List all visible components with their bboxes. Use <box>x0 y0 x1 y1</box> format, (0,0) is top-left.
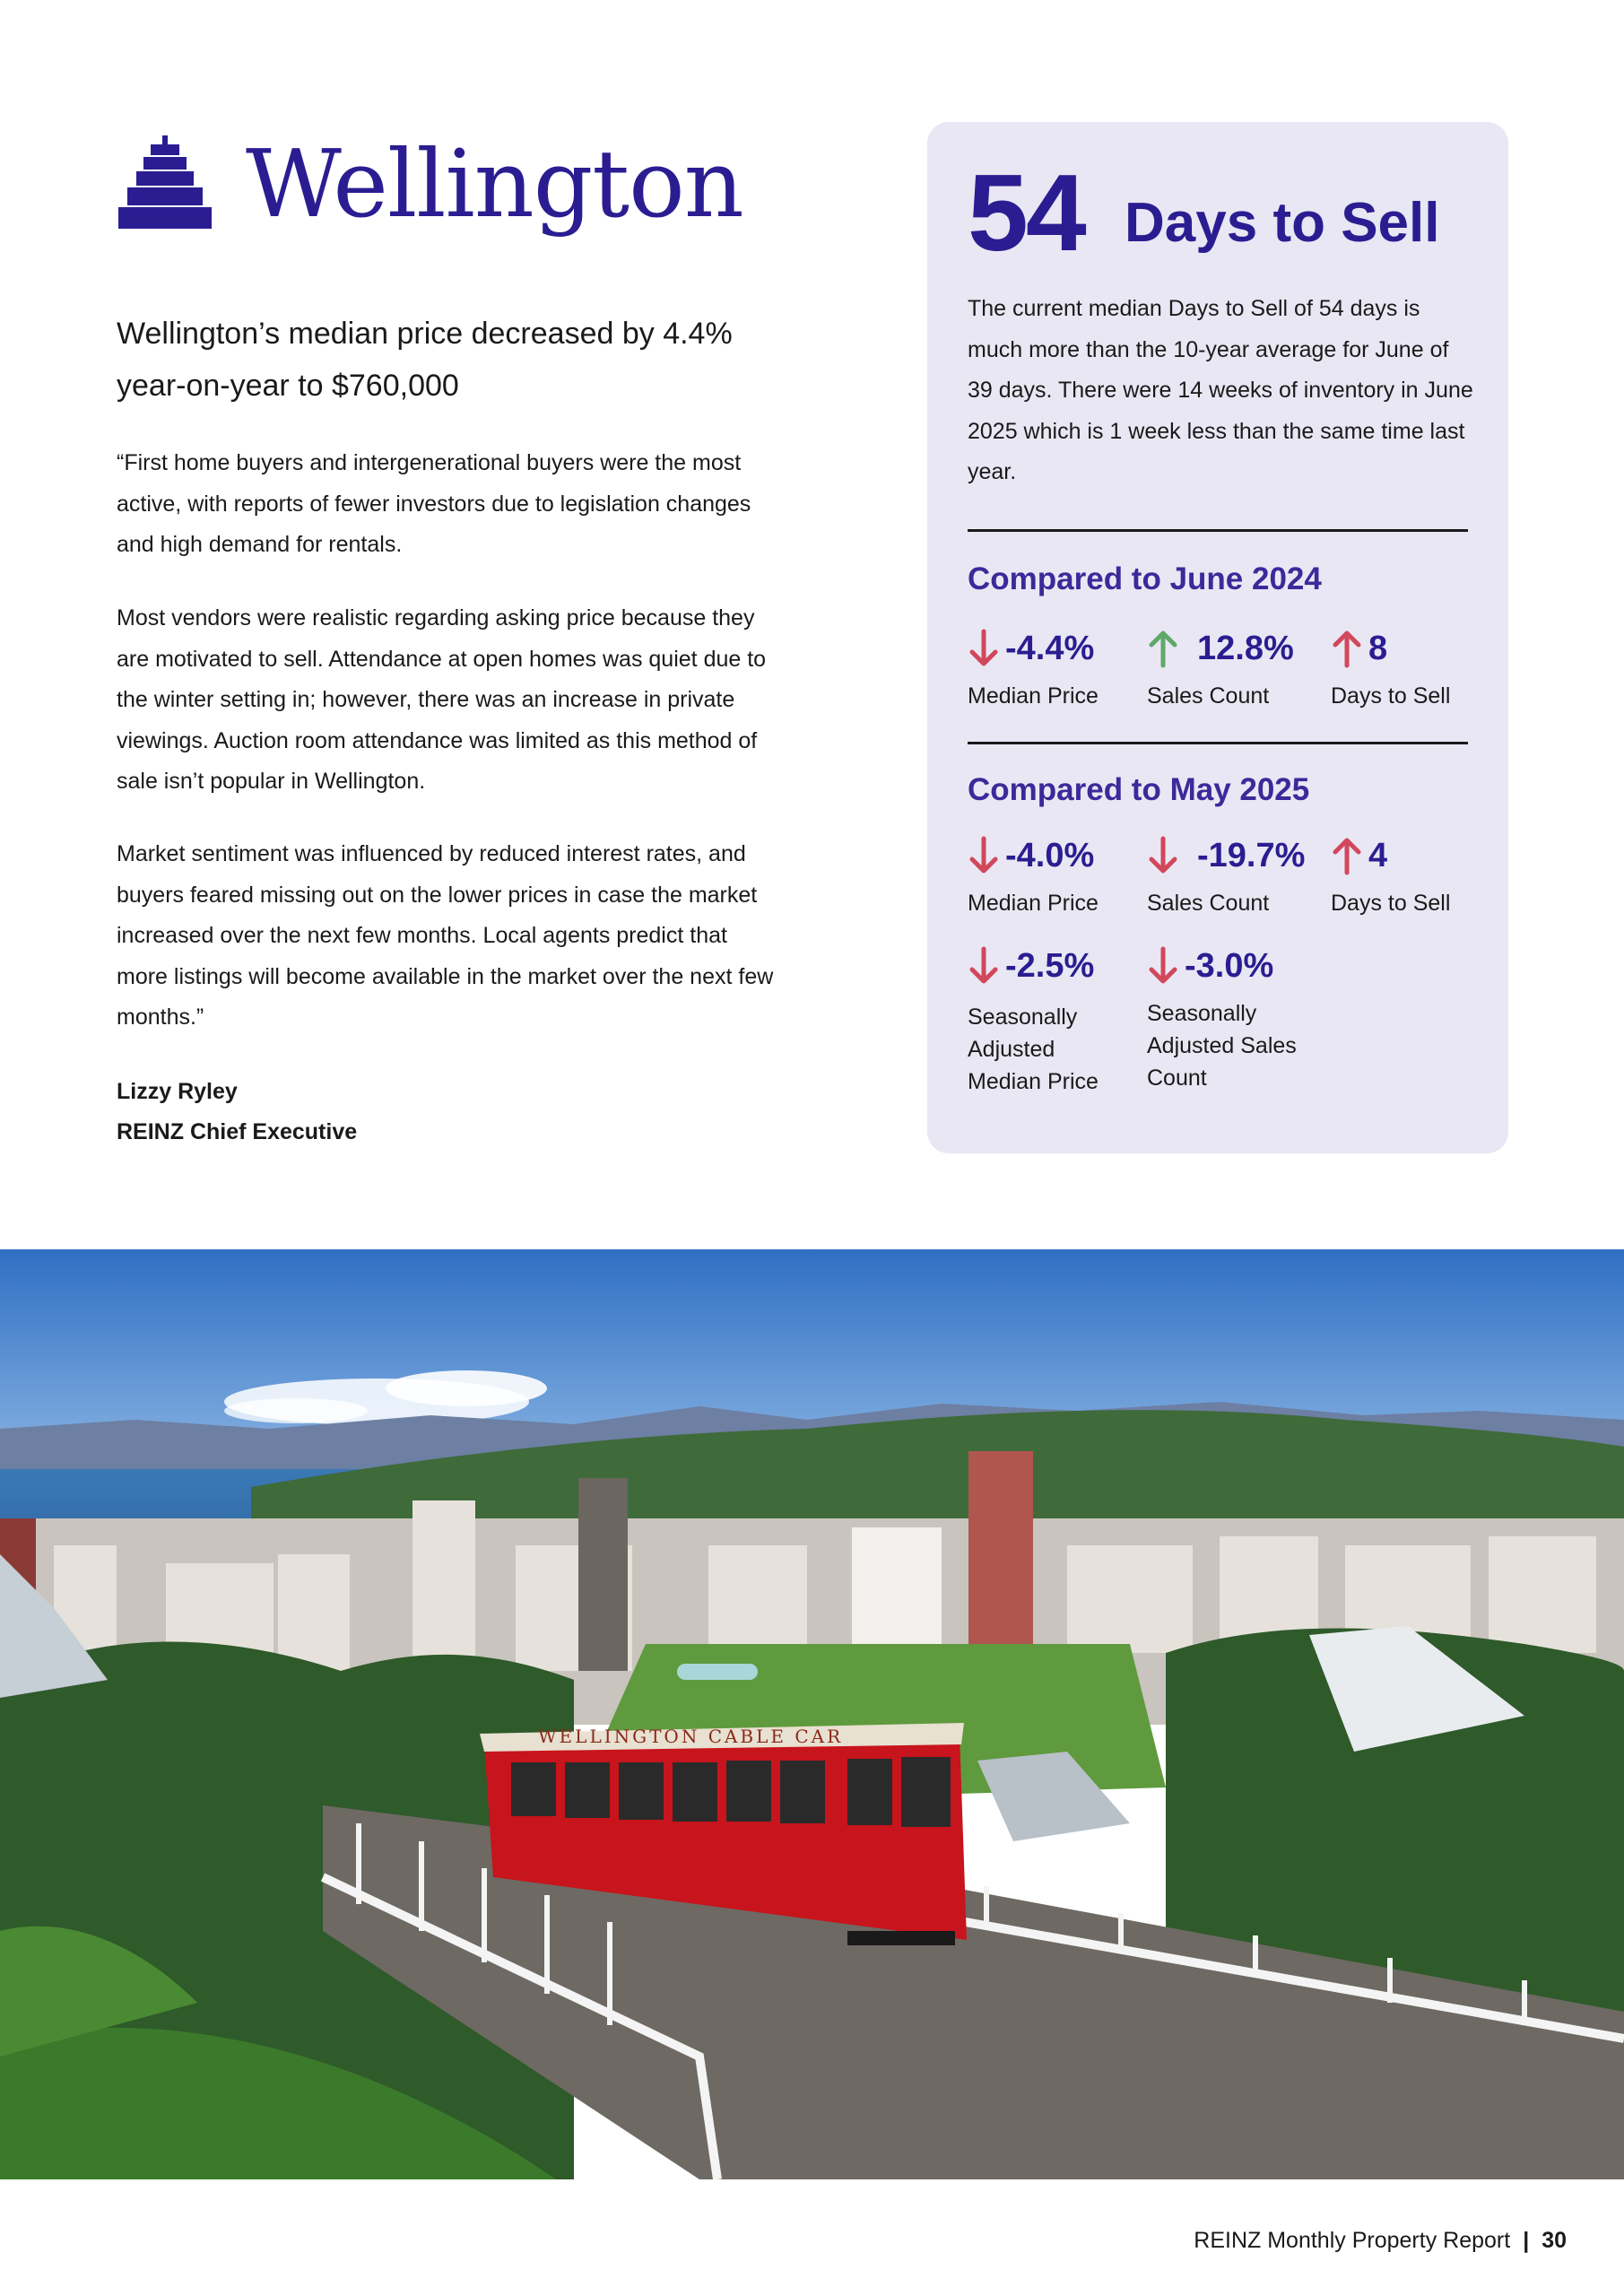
stats-panel <box>927 122 1508 1153</box>
region-title: Wellington <box>246 129 743 239</box>
divider <box>968 742 1468 744</box>
stat-value: 8 <box>1368 630 1388 667</box>
stat-value: -2.5% <box>1005 947 1095 985</box>
stat-value: -3.0% <box>1185 947 1274 985</box>
headline: Wellington’s median price decreased by 4.4% year-on-year to $760,000 <box>117 317 733 403</box>
arrow-down-icon <box>968 835 1000 876</box>
footer-separator: | <box>1523 2228 1530 2253</box>
page-number: 30 <box>1541 2228 1567 2253</box>
parliament-building-icon <box>117 135 213 232</box>
paragraph: Most vendors were realistic regarding asking price because they are motivated to sell. Attendance at open homes was quiet due to the winter setting in; however, there was an increase in private viewings. Auction room attendance was limited as this method of sale isn’t popular in Wellington. <box>117 605 767 794</box>
report-name: REINZ Monthly Property Report <box>1194 2228 1511 2253</box>
stat-label: Days to Sell <box>1331 891 1451 916</box>
days-to-sell-label: Days to Sell <box>1125 192 1440 254</box>
arrow-down-icon <box>968 945 1000 987</box>
signature-title: REINZ Chief Executive <box>117 1119 358 1144</box>
page-footer <box>1194 2222 1567 2258</box>
stat-sa-median-price-may-2025 <box>968 945 1120 1098</box>
stat-days-to-sell-may-2025 <box>1331 835 1450 919</box>
divider <box>968 529 1468 532</box>
arrow-down-icon <box>1147 835 1179 876</box>
arrow-up-icon <box>1147 628 1179 669</box>
stat-value: -19.7% <box>1197 837 1306 874</box>
cityscape-illustration <box>0 1249 1624 2179</box>
stat-sa-sales-count-may-2025 <box>1147 945 1299 1094</box>
stat-label: Seasonally Adjusted Median Price <box>968 1004 1099 1094</box>
paragraph: Market sentiment was influenced by reduced interest rates, and buyers feared missing out on the lower prices in case the market increased over the next few months. Local agents predict that more listings will become available in the market over the next few months.” <box>117 841 774 1030</box>
signature-name: Lizzy Ryley <box>117 1079 238 1104</box>
stat-sales-count-may-2025 <box>1147 835 1305 919</box>
region-header <box>117 126 743 242</box>
stat-sales-count-june-2024 <box>1147 628 1294 712</box>
stat-label: Sales Count <box>1147 891 1270 916</box>
stat-label: Sales Count <box>1147 683 1270 709</box>
stat-value: 12.8% <box>1197 630 1294 667</box>
stat-label: Days to Sell <box>1331 683 1451 709</box>
section-title-may-2025: Compared to May 2025 <box>968 772 1310 807</box>
arrow-up-icon <box>1331 835 1363 876</box>
cable-car-sign: WELLINGTON CABLE CAR <box>538 1726 844 1747</box>
stat-value: -4.4% <box>1005 630 1095 667</box>
arrow-down-icon <box>968 628 1000 669</box>
arrow-down-icon <box>1147 945 1179 987</box>
stat-median-price-may-2025 <box>968 835 1099 919</box>
days-to-sell-description: The current median Days to Sell of 54 days is much more than the 10-year average for June of 39 days. There were 14 weeks of inventory in June 2025 which is 1 week less than the same time last year. <box>968 296 1473 484</box>
section-title-june-2024: Compared to June 2024 <box>968 561 1322 596</box>
days-to-sell-number: 54 <box>968 152 1084 274</box>
wellington-cable-car-photo <box>0 1249 1624 2179</box>
stat-label: Median Price <box>968 683 1099 709</box>
stat-days-to-sell-june-2024 <box>1331 628 1450 712</box>
stat-median-price-june-2024 <box>968 628 1099 712</box>
paragraph: “First home buyers and intergenerational buyers were the most active, with reports of fewer investors due to legislation changes and high demand for rentals. <box>117 450 751 557</box>
stat-value: 4 <box>1368 837 1388 874</box>
stat-value: -4.0% <box>1005 837 1095 874</box>
stat-label: Median Price <box>968 891 1099 916</box>
stat-label: Seasonally Adjusted Sales Count <box>1147 1001 1297 1091</box>
arrow-up-icon <box>1331 628 1363 669</box>
